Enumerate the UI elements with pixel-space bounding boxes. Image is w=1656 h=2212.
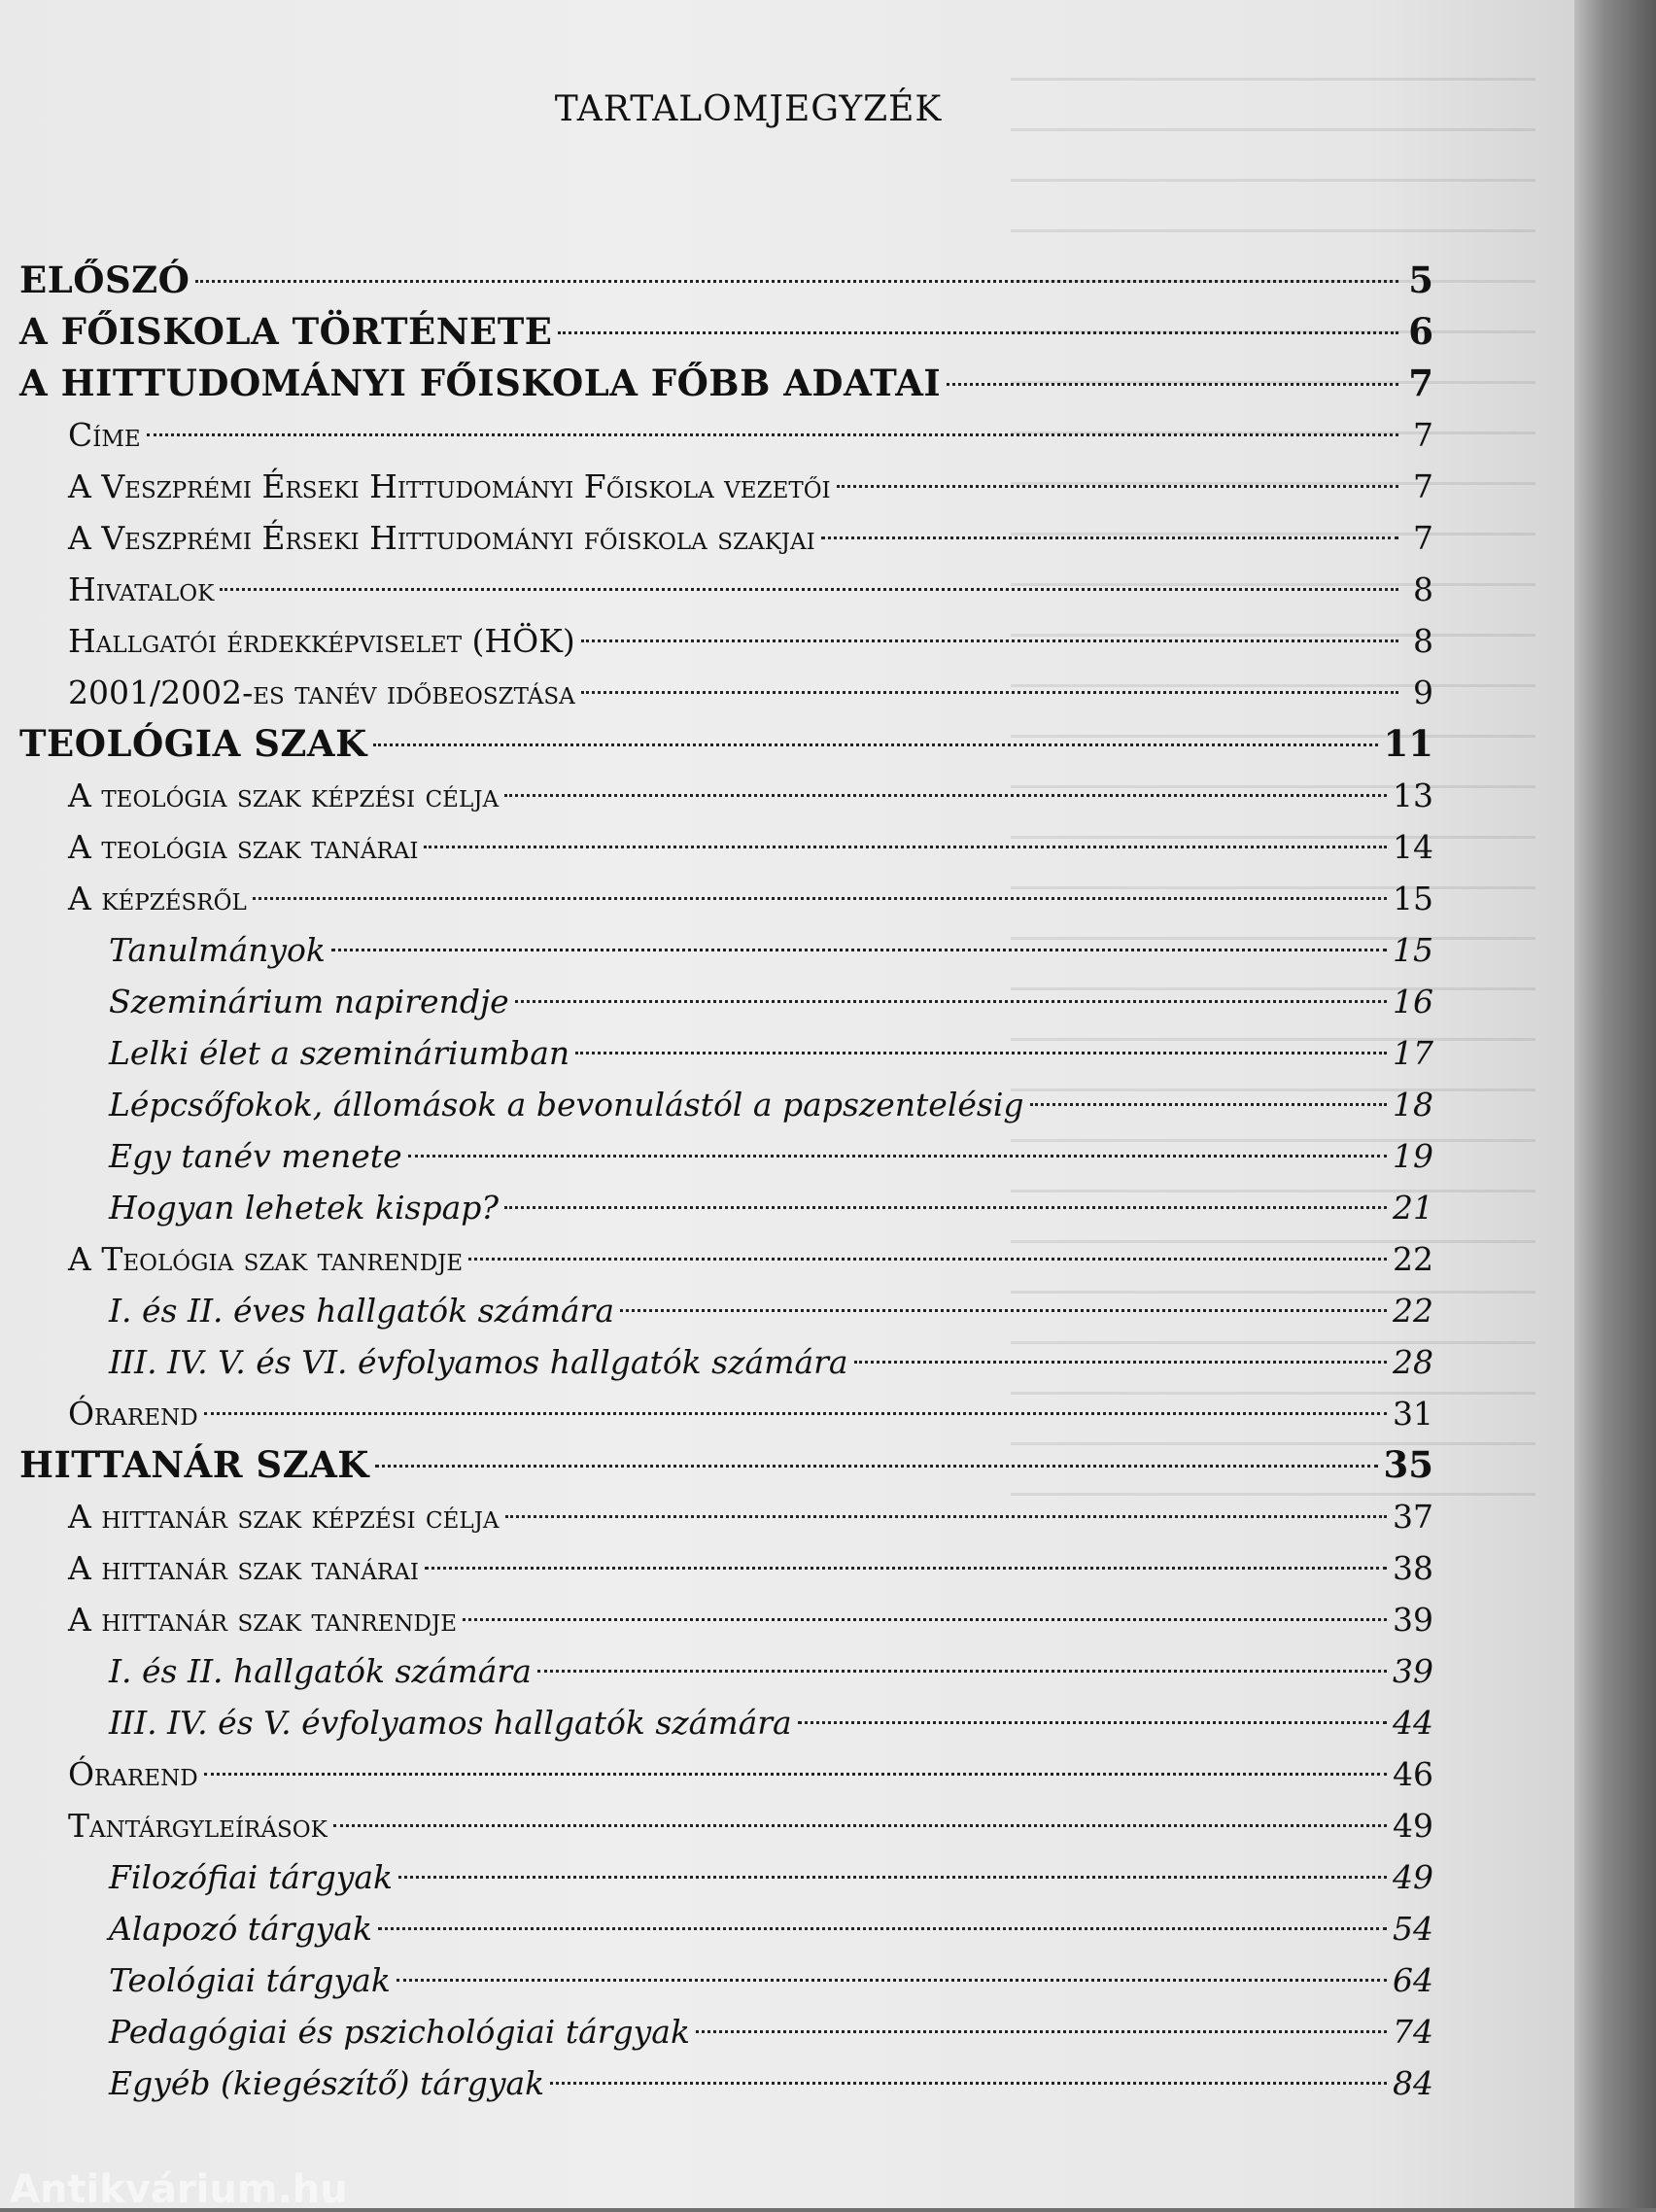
dot-leader — [504, 1206, 1387, 1209]
toc-entry-label: A hittanár szak képzési célja — [68, 1498, 500, 1536]
dot-leader — [505, 1515, 1387, 1518]
toc-entry — [19, 1130, 1433, 1182]
toc-entry-page-number: 39 — [1393, 1601, 1433, 1639]
dot-leader — [581, 691, 1398, 694]
toc-entry-page-number: 6 — [1408, 310, 1433, 353]
toc-entry-label: TEOLÓGIA SZAK — [19, 722, 367, 765]
dot-leader — [537, 1670, 1387, 1673]
table-of-contents — [19, 255, 1433, 2109]
toc-entry — [19, 1388, 1433, 1439]
toc-entry — [19, 1594, 1433, 1645]
toc-entry-label: A FŐISKOLA TÖRTÉNETE — [19, 310, 553, 353]
toc-entry-label: Tanulmányok — [109, 931, 326, 969]
toc-entry-page-number: 44 — [1393, 1704, 1433, 1742]
dot-leader — [575, 1052, 1387, 1054]
toc-entry — [19, 1645, 1433, 1697]
dot-leader — [947, 383, 1398, 386]
dot-leader — [220, 588, 1398, 591]
dot-leader — [463, 1618, 1387, 1621]
toc-entry-label: I. és II. éves hallgatók számára — [109, 1292, 615, 1330]
toc-entry — [19, 1903, 1433, 1954]
toc-entry-page-number: 8 — [1413, 570, 1433, 608]
toc-entry — [19, 1285, 1433, 1336]
toc-entry — [19, 873, 1433, 924]
toc-entry-page-number: 9 — [1413, 674, 1433, 711]
toc-entry-page-number: 15 — [1393, 931, 1433, 969]
dot-leader — [375, 1465, 1378, 1468]
toc-entry-page-number: 74 — [1393, 2013, 1433, 2051]
toc-entry — [19, 1542, 1433, 1594]
dot-leader — [558, 331, 1398, 334]
dot-leader — [798, 1721, 1387, 1724]
toc-entry — [19, 1079, 1433, 1130]
toc-entry-label: Órarend — [68, 1395, 198, 1433]
toc-entry-page-number: 14 — [1393, 828, 1433, 866]
toc-entry-label: Tantárgyleírások — [68, 1807, 328, 1845]
toc-entry-page-number: 54 — [1393, 1910, 1433, 1948]
toc-entry-label: III. IV. V. és VI. évfolyamos hallgatók számára — [109, 1343, 848, 1381]
toc-entry — [19, 1439, 1433, 1491]
toc-entry — [19, 358, 1433, 409]
dot-leader — [424, 846, 1387, 848]
toc-entry-label: HITTANÁR SZAK — [19, 1443, 369, 1486]
toc-entry-page-number: 13 — [1393, 777, 1433, 814]
dot-leader — [821, 536, 1398, 539]
toc-entry-page-number: 5 — [1408, 259, 1433, 301]
toc-entry-page-number: 37 — [1393, 1498, 1433, 1536]
toc-entry-page-number: 84 — [1393, 2064, 1433, 2102]
toc-entry-label: Egy tanév menete — [109, 1137, 402, 1175]
toc-entry-page-number: 7 — [1413, 519, 1433, 557]
toc-entry — [19, 1697, 1433, 1748]
toc-entry-label: A HITTUDOMÁNYI FŐISKOLA FŐBB ADATAI — [19, 362, 942, 404]
toc-entry — [19, 409, 1433, 461]
toc-entry — [19, 924, 1433, 976]
toc-entry — [19, 461, 1433, 512]
toc-entry — [19, 1233, 1433, 1285]
toc-entry — [19, 255, 1433, 306]
dot-leader — [854, 1361, 1387, 1364]
toc-entry-page-number: 21 — [1393, 1189, 1433, 1227]
toc-entry-page-number: 11 — [1383, 722, 1433, 765]
toc-entry-label: Órarend — [68, 1755, 198, 1793]
dot-leader — [515, 1000, 1387, 1003]
toc-entry-label: Egyéb (kiegészítő) tárgyak — [109, 2064, 545, 2102]
toc-entry-label: A Veszprémi Érseki Hittudományi főiskola szakjai — [68, 519, 815, 557]
toc-entry-page-number: 22 — [1393, 1292, 1433, 1330]
watermark: Antikvárium.hu — [10, 2167, 348, 2212]
toc-entry-page-number: 17 — [1393, 1034, 1433, 1072]
toc-entry-page-number: 19 — [1393, 1137, 1433, 1175]
dot-leader — [837, 485, 1398, 488]
toc-entry-page-number: 28 — [1393, 1343, 1433, 1381]
toc-entry — [19, 2057, 1433, 2109]
dot-leader — [195, 280, 1398, 283]
toc-entry-page-number: 35 — [1383, 1443, 1433, 1486]
toc-entry-page-number: 15 — [1393, 880, 1433, 917]
toc-entry-label: ELŐSZÓ — [19, 259, 190, 301]
toc-entry-label: Lépcsőfokok, állomások a bevonulástól a papszentelésig — [109, 1086, 1024, 1123]
toc-entry-label: Címe — [68, 416, 141, 454]
toc-entry — [19, 1800, 1433, 1851]
toc-entry — [19, 718, 1433, 770]
toc-entry-label: A hittanár szak tanrendje — [68, 1601, 457, 1639]
toc-entry-page-number: 7 — [1413, 467, 1433, 505]
toc-entry-label: 2001/2002-es tanév időbeosztása — [68, 674, 575, 711]
toc-entry — [19, 1954, 1433, 2006]
dot-leader — [204, 1773, 1387, 1776]
toc-entry — [19, 821, 1433, 873]
dot-leader — [408, 1155, 1387, 1158]
dot-leader — [204, 1412, 1387, 1415]
toc-entry-label: A Veszprémi Érseki Hittudományi Főiskola vezetői — [68, 467, 831, 505]
toc-entry-label: Pedagógiai és pszichológiai tárgyak — [109, 2013, 690, 2051]
toc-entry — [19, 512, 1433, 564]
toc-entry — [19, 615, 1433, 667]
toc-entry-page-number: 16 — [1393, 983, 1433, 1020]
dot-leader — [504, 794, 1387, 797]
toc-entry-page-number: 39 — [1393, 1652, 1433, 1690]
toc-entry — [19, 1491, 1433, 1542]
toc-entry-page-number: 7 — [1413, 416, 1433, 454]
toc-entry-label: A teológia szak tanárai — [68, 828, 419, 866]
dot-leader — [620, 1309, 1387, 1312]
toc-entry-label: III. IV. és V. évfolyamos hallgatók számára — [109, 1704, 792, 1742]
toc-entry-label: Teológiai tárgyak — [109, 1961, 391, 1999]
dot-leader — [468, 1258, 1387, 1261]
dot-leader — [1030, 1103, 1387, 1106]
toc-entry-label: A Teológia szak tanrendje — [68, 1240, 464, 1278]
dot-leader — [397, 1979, 1387, 1982]
toc-entry-label: A képzésről — [68, 880, 247, 917]
toc-entry-page-number: 64 — [1393, 1961, 1433, 1999]
toc-entry-label: Lelki élet a szemináriumban — [109, 1034, 570, 1072]
toc-entry — [19, 770, 1433, 821]
toc-entry-label: Szeminárium napirendje — [109, 983, 509, 1020]
toc-entry — [19, 1336, 1433, 1388]
toc-entry-page-number: 31 — [1393, 1395, 1433, 1433]
dot-leader — [398, 1876, 1387, 1879]
page-title: TARTALOMJEGYZÉK — [554, 89, 943, 129]
dot-leader — [378, 1927, 1387, 1930]
dot-leader — [331, 949, 1387, 951]
toc-entry — [19, 306, 1433, 358]
dot-leader — [696, 2030, 1387, 2033]
toc-entry-page-number: 38 — [1393, 1549, 1433, 1587]
toc-entry-label: Hogyan lehetek kispap? — [109, 1189, 500, 1227]
toc-entry — [19, 1182, 1433, 1233]
dot-leader — [550, 2082, 1387, 2085]
toc-entry — [19, 1027, 1433, 1079]
dot-leader — [147, 433, 1398, 436]
toc-entry-page-number: 49 — [1393, 1807, 1433, 1845]
toc-entry-label: Hivatalok — [68, 570, 215, 608]
toc-entry-label: A hittanár szak tanárai — [68, 1549, 419, 1587]
toc-entry-label: I. és II. hallgatók számára — [109, 1652, 532, 1690]
toc-entry — [19, 1851, 1433, 1903]
toc-entry-page-number: 46 — [1393, 1755, 1433, 1793]
dot-leader — [333, 1824, 1387, 1827]
page-edge-shadow — [1574, 0, 1656, 2208]
toc-entry-label: Alapozó tárgyak — [109, 1910, 372, 1948]
toc-entry-page-number: 8 — [1413, 622, 1433, 660]
toc-entry — [19, 564, 1433, 615]
toc-entry-label: A teológia szak képzési célja — [68, 777, 500, 814]
toc-entry-page-number: 22 — [1393, 1240, 1433, 1278]
toc-entry-page-number: 7 — [1408, 362, 1433, 404]
dot-leader — [253, 897, 1387, 900]
toc-entry — [19, 2006, 1433, 2057]
toc-entry-page-number: 49 — [1393, 1858, 1433, 1896]
toc-entry-label: Filozófiai tárgyak — [109, 1858, 394, 1896]
toc-entry-label: Hallgatói érdekképviselet (HÖK) — [68, 622, 575, 660]
toc-entry — [19, 667, 1433, 718]
dot-leader — [581, 639, 1398, 642]
dot-leader — [373, 743, 1378, 746]
toc-entry-page-number: 18 — [1393, 1086, 1433, 1123]
toc-entry — [19, 1748, 1433, 1800]
dot-leader — [425, 1567, 1387, 1570]
toc-entry — [19, 976, 1433, 1027]
